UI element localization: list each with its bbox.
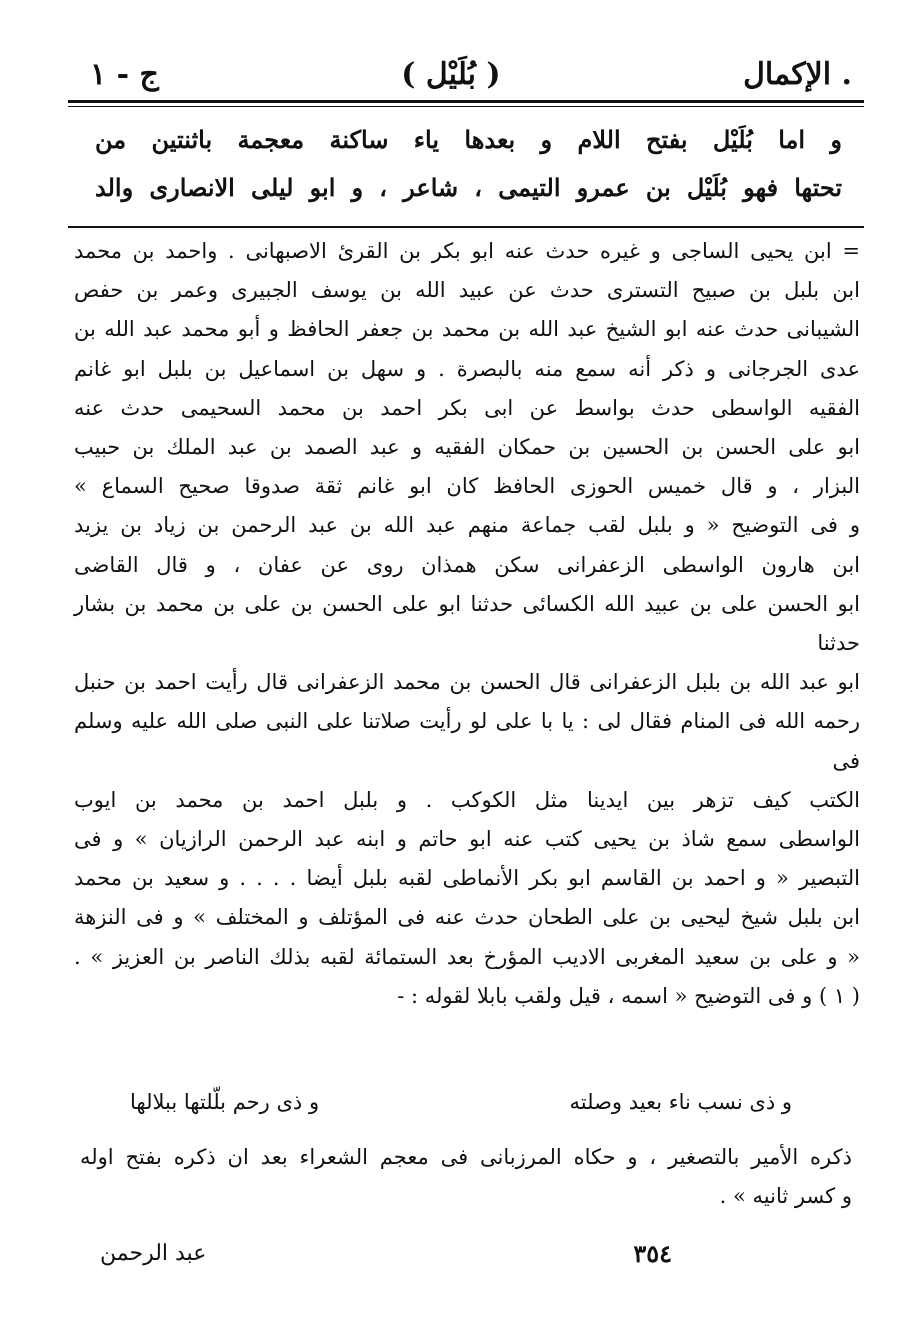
footnotes bbox=[74, 232, 860, 1016]
entry-heading: ( بُلَيْل ) bbox=[401, 56, 501, 92]
footnote-line: عدى الجرجانى و ذكر أنه سمع منه بالبصرة . و سهل بن اسماعيل بن بلبل ابو غانم bbox=[74, 356, 860, 381]
main-text-line: و اما بُلَيْل بفتح اللام و بعدها ياء ساكنة معجمة باثنتين من bbox=[95, 125, 842, 154]
book-title: . الإكمال bbox=[743, 56, 852, 92]
volume-number: ج - ١ bbox=[90, 56, 159, 92]
footnote-line: ابو على الحسن بن الحسين بن حمكان الفقيه و عبد الصمد بن عبد الملك بن حبيب bbox=[74, 435, 860, 460]
footnote-line: = ابن يحيى الساجى و غيره حدث عنه ابو بكر بن القرئ الاصبهانى . واحمد بن محمد bbox=[74, 239, 860, 263]
page-number: ٣٥٤ bbox=[633, 1238, 672, 1268]
footnote-line: الشيبانى حدث عنه ابو الشيخ عبد الله بن محمد بن جعفر الحافظ و أبو محمد عبد الله بن bbox=[74, 317, 860, 342]
footnote-line: رحمه الله فى المنام فقال لى : يا با على لو رأيت صلاتنا على النبى صلى الله عليه وسلم فى bbox=[74, 709, 860, 773]
footnote-line: الكتب كيف تزهر بين ايدينا مثل الكوكب . و بلبل احمد بن محمد بن ايوب bbox=[74, 787, 860, 812]
page-footer bbox=[100, 1236, 822, 1270]
verse bbox=[130, 1090, 792, 1114]
footnote-line: « و على بن سعيد المغربى الاديب المؤرخ بعد الستمائة لقبه بذلك الناصر بن العزيز » . bbox=[74, 944, 860, 969]
footnote-line: ابن بلبل بن صبيح التسترى حدث عن عبيد الله بن يوسف الجبيرى وعمر بن حفص bbox=[74, 278, 860, 303]
verse-first-hemistich: و ذى نسب ناء بعيد وصلته bbox=[569, 1090, 792, 1114]
verse-note bbox=[80, 1138, 852, 1216]
header-rule bbox=[68, 100, 864, 103]
footnote-line: ابن هارون الواسطى الزعفرانى سكن همذان روى عن عفان ، و قال القاضى bbox=[74, 552, 860, 577]
verse-second-hemistich: و ذى رحم بلّلتها ببلالها bbox=[130, 1090, 320, 1114]
footnote-line: ابن بلبل شيخ ليحيى بن على الطحان حدث عنه فى المؤتلف و المختلف » و فى النزهة bbox=[74, 905, 860, 930]
footnote-separator bbox=[68, 226, 864, 228]
main-text-line: تحتها فهو بُلَيْل بن عمرو التيمى ، شاعر ، و ابو ليلى الانصارى والد bbox=[95, 173, 842, 202]
footnote-line: الواسطى سمع شاذ بن يحيى كتب عنه ابو حاتم و ابنه عبد الرحمن الرازيان » و فى bbox=[74, 827, 860, 852]
footnote-line: الفقيه الواسطى حدث بواسط عن ابى بكر احمد بن محمد السحيمى حدث عنه bbox=[74, 395, 860, 420]
footnote-line: التبصير « و احمد بن القاسم ابو بكر الأنماطى لقبه بلبل أيضا . . . . و سعيد بن محمد bbox=[74, 866, 860, 891]
footnote-line: ابو الحسن على بن عبيد الله الكسائى حدثنا ابو على الحسن بن على بن محمد بن بشار حدثنا bbox=[74, 591, 860, 656]
footnote-line: و فى التوضيح « و بلبل لقب جماعة منهم عبد الله بن عبد الرحمن بن زياد بن يزيد bbox=[74, 513, 860, 538]
running-head bbox=[90, 52, 852, 96]
footnote-line: ( ١ ) و فى التوضيح « اسمه ، قيل ولقب بابلا لقوله : - bbox=[397, 983, 860, 1008]
footnote-line: البزار ، و قال خميس الحوزى الحافظ كان ابو غانم ثقة صدوقا صحيح السماع » bbox=[74, 474, 860, 499]
verse-note-line: و كسر ثانيه » . bbox=[719, 1184, 852, 1208]
catchword: عبد الرحمن bbox=[100, 1240, 207, 1266]
main-text bbox=[95, 116, 842, 212]
verse-note-line: ذكره الأمير بالتصغير ، و حكاه المرزبانى فى معجم الشعراء بعد ان ذكره بفتح اوله bbox=[80, 1145, 852, 1169]
footnote-line: ابو عبد الله بن بلبل الزعفرانى قال الحسن بن محمد الزعفرانى قال رأيت احمد بن حنبل bbox=[74, 670, 860, 695]
header-rule-thin bbox=[68, 106, 864, 107]
